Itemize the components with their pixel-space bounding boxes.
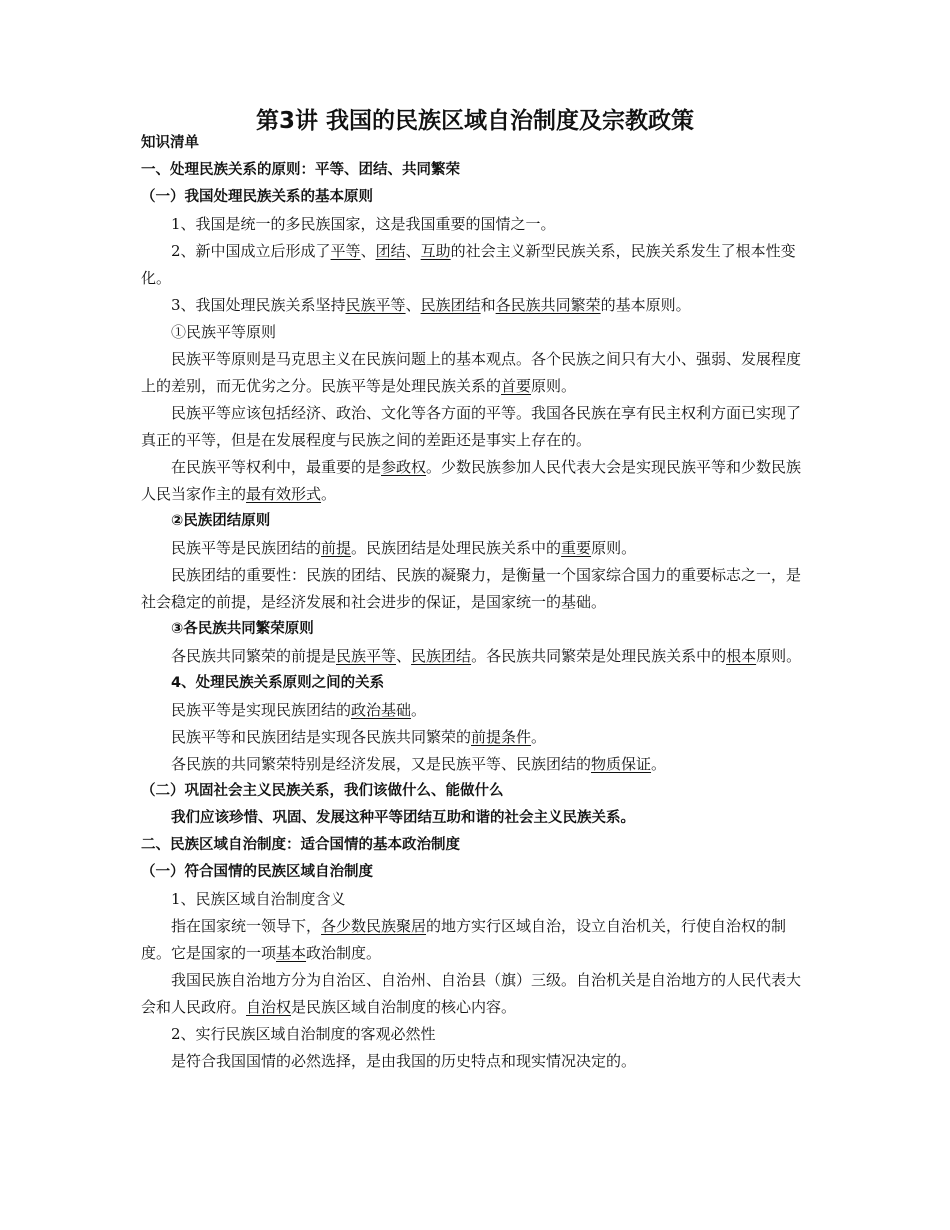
underlined-key-term: 民族平等 (336, 647, 397, 665)
underlined-key-term: 各民族共同繁荣 (495, 296, 601, 314)
text-run: 知识清单 (141, 135, 199, 151)
heading (141, 184, 815, 211)
text-run: 民族团结的重要性：民族的团结、民族的凝聚力，是衡量一个国家综合国力的重要标志之一，是社会稳定的前提，是经济发展和社会进步的保证，是国家统一的基础。 (141, 566, 802, 611)
heading (141, 157, 815, 184)
paragraph (141, 346, 815, 400)
paragraph (141, 724, 815, 751)
text-run: 。 (531, 728, 547, 746)
text-run: ②民族团结原则 (171, 513, 271, 529)
paragraph (141, 697, 815, 724)
text-run: 的社会主义新型民族关系，民族关系发生了根本性变化。 (141, 242, 796, 287)
paragraph (141, 967, 815, 1021)
underlined-key-term: 物质保证 (591, 755, 652, 773)
text-run: ①民族平等原则 (171, 323, 277, 341)
heading (141, 805, 815, 832)
text-run: 指在国家统一领导下， (171, 917, 322, 935)
paragraph (141, 535, 815, 562)
underlined-key-term: 参政权 (381, 458, 427, 476)
text-run: 。民族团结是处理民族关系中的 (351, 539, 562, 557)
paragraph (141, 454, 815, 508)
underlined-key-term: 互助 (420, 242, 451, 260)
underlined-key-term: 政治基础 (351, 701, 412, 719)
text-run: ③各民族共同繁荣原则 (171, 621, 314, 637)
heading (141, 859, 815, 886)
paragraph (141, 886, 815, 913)
text-run: 原则。 (591, 539, 637, 557)
underlined-key-term: 自治权 (246, 998, 292, 1016)
underlined-key-term: 民族团结 (420, 296, 481, 314)
underlined-key-term: 最有效形式 (246, 485, 322, 503)
text-run: 各民族共同繁荣的前提是 (171, 647, 337, 665)
heading (141, 508, 815, 535)
text-run: 。各民族共同繁荣是处理民族关系中的 (471, 647, 727, 665)
text-run: 2、实行民族区域自治制度的客观必然性 (171, 1025, 436, 1043)
heading (141, 832, 815, 859)
text-run: 、 (396, 647, 412, 665)
underlined-key-term: 平等 (330, 242, 361, 260)
text-run: 2、新中国成立后形成了 (171, 242, 331, 260)
text-run: （一）符合国情的民族区域自治制度 (141, 864, 373, 880)
paragraph (141, 1048, 815, 1075)
heading (141, 616, 815, 643)
text-run: 。 (321, 485, 337, 503)
paragraph (141, 211, 815, 238)
text-run: 我们应该珍惜、巩固、发展这种平等团结互助和谐的社会主义民族关系。 (171, 810, 635, 826)
text-run: （二）巩固社会主义民族关系，我们该做什么、能做什么 (141, 783, 504, 799)
text-run: 民族平等原则是马克思主义在民族问题上的基本观点。各个民族之间只有大小、强弱、发展程度上的差别，而无优劣之分。民族平等是处理民族关系的 (141, 350, 802, 395)
text-run: 民族平等是实现民族团结的 (171, 701, 352, 719)
underlined-key-term: 民族团结 (411, 647, 472, 665)
paragraph (141, 400, 815, 454)
paragraph (141, 319, 815, 346)
text-run: 原则。 (756, 647, 802, 665)
underlined-key-term: 首要 (501, 377, 532, 395)
text-run: 1、我国是统一的多民族国家，这是我国重要的国情之一。 (171, 215, 556, 233)
text-run: 1、民族区域自治制度含义 (171, 890, 346, 908)
document-body (141, 130, 815, 1075)
text-run: 。 (651, 755, 667, 773)
text-run: 4、处理民族关系原则之间的关系 (171, 675, 385, 691)
text-run: 各民族的共同繁荣特别是经济发展，又是民族平等、民族团结的 (171, 755, 592, 773)
heading (141, 670, 815, 697)
text-run: 在民族平等权利中，最重要的是 (171, 458, 382, 476)
text-run: 一、处理民族关系的原则：平等、团结、共同繁荣 (141, 162, 460, 178)
underlined-key-term: 前提条件 (471, 728, 532, 746)
text-run: 、 (405, 242, 421, 260)
text-run: 二、民族区域自治制度：适合国情的基本政治制度 (141, 837, 460, 853)
heading (141, 130, 815, 157)
text-run: 我国民族自治地方分为自治区、自治州、自治县（旗）三级。自治机关是自治地方的人民代表大会和人民政府。 (141, 971, 802, 1016)
text-run: 民族平等和民族团结是实现各民族共同繁荣的 (171, 728, 472, 746)
page-title: 第3讲 我国的民族区域自治制度及宗教政策 (255, 108, 694, 134)
underlined-key-term: 重要 (561, 539, 592, 557)
paragraph (141, 1021, 815, 1048)
text-run: 原则。 (531, 377, 577, 395)
text-run: 是符合我国国情的必然选择，是由我国的历史特点和现实情况决定的。 (171, 1052, 637, 1070)
text-run: 是民族区域自治制度的核心内容。 (291, 998, 517, 1016)
text-run: 的地方实行区域自治，设立自治机关，行使自治权的制度。它是国家的一项 (141, 917, 787, 962)
paragraph (141, 562, 815, 616)
paragraph (141, 238, 815, 292)
text-run: 。 (411, 701, 427, 719)
text-run: 3、我国处理民族关系坚持 (171, 296, 346, 314)
paragraph (141, 643, 815, 670)
text-run: 和 (480, 296, 496, 314)
underlined-key-term: 团结 (375, 242, 406, 260)
underlined-key-term: 根本 (726, 647, 757, 665)
underlined-key-term: 前提 (321, 539, 352, 557)
text-run: 。少数民族参加人民代表大会是实现民族平等和少数民族人民当家作主的 (141, 458, 802, 503)
text-run: 、 (405, 296, 421, 314)
paragraph (141, 292, 815, 319)
text-run: 政治制度。 (306, 944, 382, 962)
text-run: 民族平等是民族团结的 (171, 539, 322, 557)
text-run: （一）我国处理民族关系的基本原则 (141, 189, 373, 205)
underlined-key-term: 各少数民族聚居 (321, 917, 427, 935)
underlined-key-term: 民族平等 (345, 296, 406, 314)
paragraph (141, 913, 815, 967)
text-run: 的基本原则。 (600, 296, 691, 314)
text-run: 民族平等应该包括经济、政治、文化等各方面的平等。我国各民族在享有民主权利方面已实现了真正的平等，但是在发展程度与民族之间的差距还是事实上存在的。 (141, 404, 802, 449)
underlined-key-term: 基本 (276, 944, 307, 962)
text-run: 、 (360, 242, 376, 260)
paragraph (141, 751, 815, 778)
heading (141, 778, 815, 805)
